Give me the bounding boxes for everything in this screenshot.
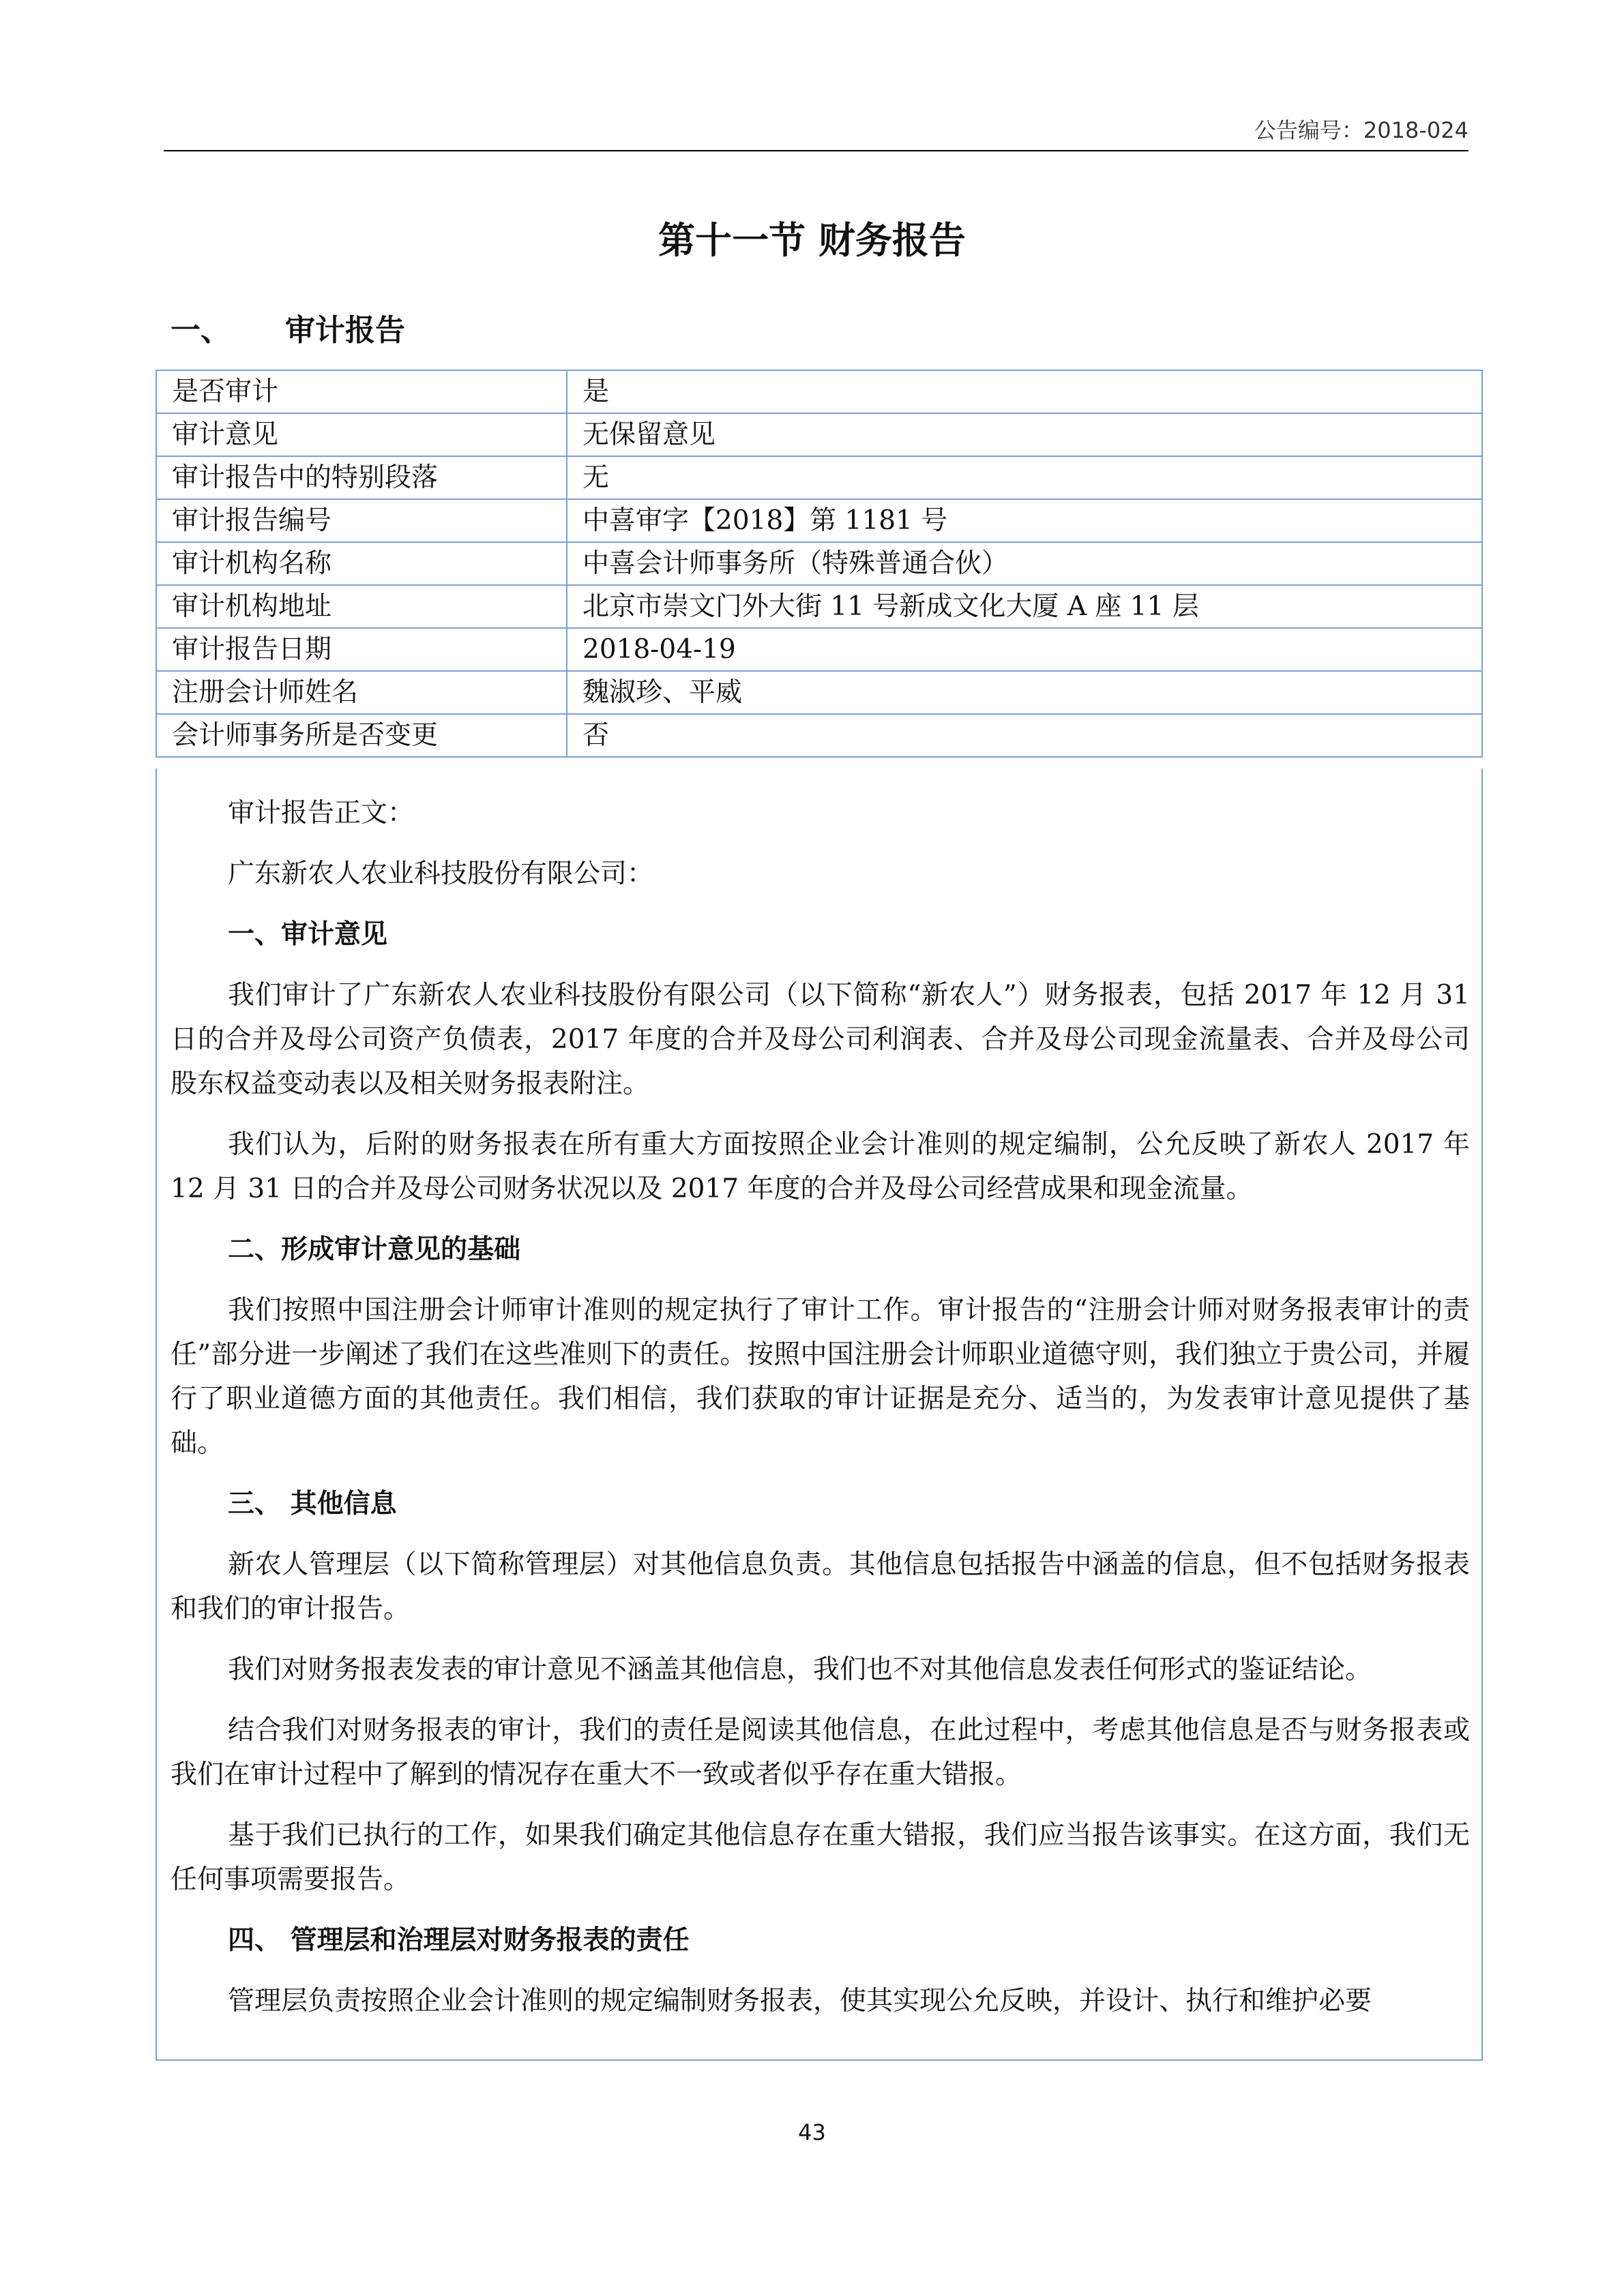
row-value: 是 [567, 370, 1482, 413]
paragraph: 新农人管理层（以下简称管理层）对其他信息负责。其他信息包括报告中涵盖的信息，但不包括财务报表和我们的审计报告。 [171, 1549, 1470, 1624]
announcement-number: 公告编号：2018-024 [1254, 117, 1468, 143]
row-value: 2018-04-19 [567, 628, 1482, 671]
table-row [156, 628, 1482, 671]
section-title: 审计报告 [285, 313, 405, 348]
row-key: 审计报告日期 [156, 628, 567, 671]
row-value: 无保留意见 [567, 413, 1482, 456]
row-key: 审计机构地址 [156, 585, 567, 628]
row-key: 审计意见 [156, 413, 567, 456]
section-number: 一、 [171, 313, 231, 348]
row-key: 是否审计 [156, 370, 567, 413]
header-rule [164, 150, 1468, 151]
section-heading [171, 305, 405, 349]
heading-management-responsibility: 四、 管理层和治理层对财务报表的责任 [228, 1925, 690, 1956]
row-value: 中喜会计师事务所（特殊普通合伙） [567, 542, 1482, 585]
paragraph: 管理层负责按照企业会计准则的规定编制财务报表，使其实现公允反映，并设计、执行和维护必要 [228, 1986, 1372, 2016]
table-row [156, 542, 1482, 585]
row-key: 注册会计师姓名 [156, 671, 567, 714]
row-value: 无 [567, 456, 1482, 499]
page-number: 43 [798, 2119, 826, 2145]
report-intro: 审计报告正文： [228, 798, 415, 829]
paragraph: 基于我们已执行的工作，如果我们确定其他信息存在重大错报，我们应当报告该事实。在这方面，我们无任何事项需要报告。 [171, 1820, 1470, 1895]
heading-basis-for-opinion: 二、形成审计意见的基础 [228, 1234, 521, 1265]
table-row [156, 370, 1482, 413]
table-row [156, 585, 1482, 628]
page-title: 第十一节 财务报告 [658, 219, 966, 262]
table-row [156, 671, 1482, 714]
audit-info-table [156, 370, 1483, 758]
row-key: 审计报告中的特别段落 [156, 456, 567, 499]
heading-audit-opinion: 一、审计意见 [228, 919, 388, 950]
heading-other-information: 三、 其他信息 [228, 1489, 397, 1519]
row-value: 否 [567, 714, 1482, 757]
paragraph: 我们按照中国注册会计师审计准则的规定执行了审计工作。审计报告的“注册会计师对财务报表审计的责任”部分进一步阐述了我们在这些准则下的责任。按照中国注册会计师职业道德守则，我们独立于贵公司，并履行了职业道德方面的其他责任。我们相信，我们获取的审计证据是充分、适当的，为发表审计意见提供了基础。 [171, 1295, 1470, 1459]
row-value: 北京市崇文门外大街 11 号新成文化大厦 A 座 11 层 [567, 585, 1482, 628]
paragraph: 我们认为，后附的财务报表在所有重大方面按照企业会计准则的规定编制，公允反映了新农人 2017 年 12 月 31 日的合并及母公司财务状况以及 2017 年度的合并及母公司经营成果和现金流量。 [171, 1129, 1470, 1204]
row-key: 审计报告编号 [156, 499, 567, 542]
table-row [156, 714, 1482, 757]
row-key: 审计机构名称 [156, 542, 567, 585]
row-key: 会计师事务所是否变更 [156, 714, 567, 757]
table-row [156, 499, 1482, 542]
paragraph: 我们审计了广东新农人农业科技股份有限公司（以下简称“新农人”）财务报表，包括 2017 年 12 月 31 日的合并及母公司资产负债表，2017 年度的合并及母公司利润表、合并及母公司现金流量表、合并及母公司股东权益变动表以及相关财务报表附注。 [171, 980, 1470, 1099]
table-row [156, 456, 1482, 499]
paragraph: 结合我们对财务报表的审计，我们的责任是阅读其他信息，在此过程中，考虑其他信息是否与财务报表或我们在审计过程中了解到的情况存在重大不一致或者似乎存在重大错报。 [171, 1715, 1470, 1790]
row-value: 魏淑珍、平威 [567, 671, 1482, 714]
report-addressee: 广东新农人农业科技股份有限公司： [228, 859, 654, 889]
table-row [156, 413, 1482, 456]
audit-report-body [171, 791, 1470, 2040]
paragraph: 我们对财务报表发表的审计意见不涵盖其他信息，我们也不对其他信息发表任何形式的鉴证结论。 [228, 1654, 1372, 1685]
row-value: 中喜审字【2018】第 1181 号 [567, 499, 1482, 542]
